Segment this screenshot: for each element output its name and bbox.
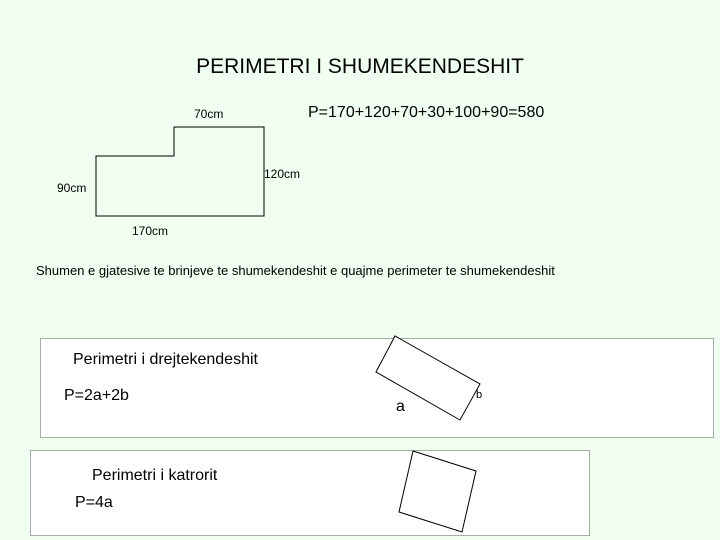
definition-text: Shumen e gjatesive te brinjeve te shumekendeshit e quajme perimeter te shumekendeshit (36, 263, 555, 278)
square-figure (399, 451, 476, 532)
rectangle-figure (376, 336, 483, 420)
rectangle-title: Perimetri i drejtekendeshit (73, 351, 258, 368)
square-title: Perimetri i katrorit (92, 467, 218, 484)
side-label-a: a (396, 398, 405, 415)
perimeter-formula: P=170+120+70+30+100+90=580 (308, 104, 545, 121)
side-label-bottom: 170cm (132, 224, 169, 238)
square-formula: P=4a (75, 494, 113, 511)
side-label-b: b (476, 389, 483, 401)
side-label-right: 120cm (264, 167, 301, 181)
page-title: PERIMETRI I SHUMEKENDESHIT (196, 55, 524, 78)
side-label-left: 90cm (57, 181, 87, 195)
rectangle-formula: P=2a+2b (64, 387, 129, 404)
side-label-top: 70cm (194, 107, 224, 121)
